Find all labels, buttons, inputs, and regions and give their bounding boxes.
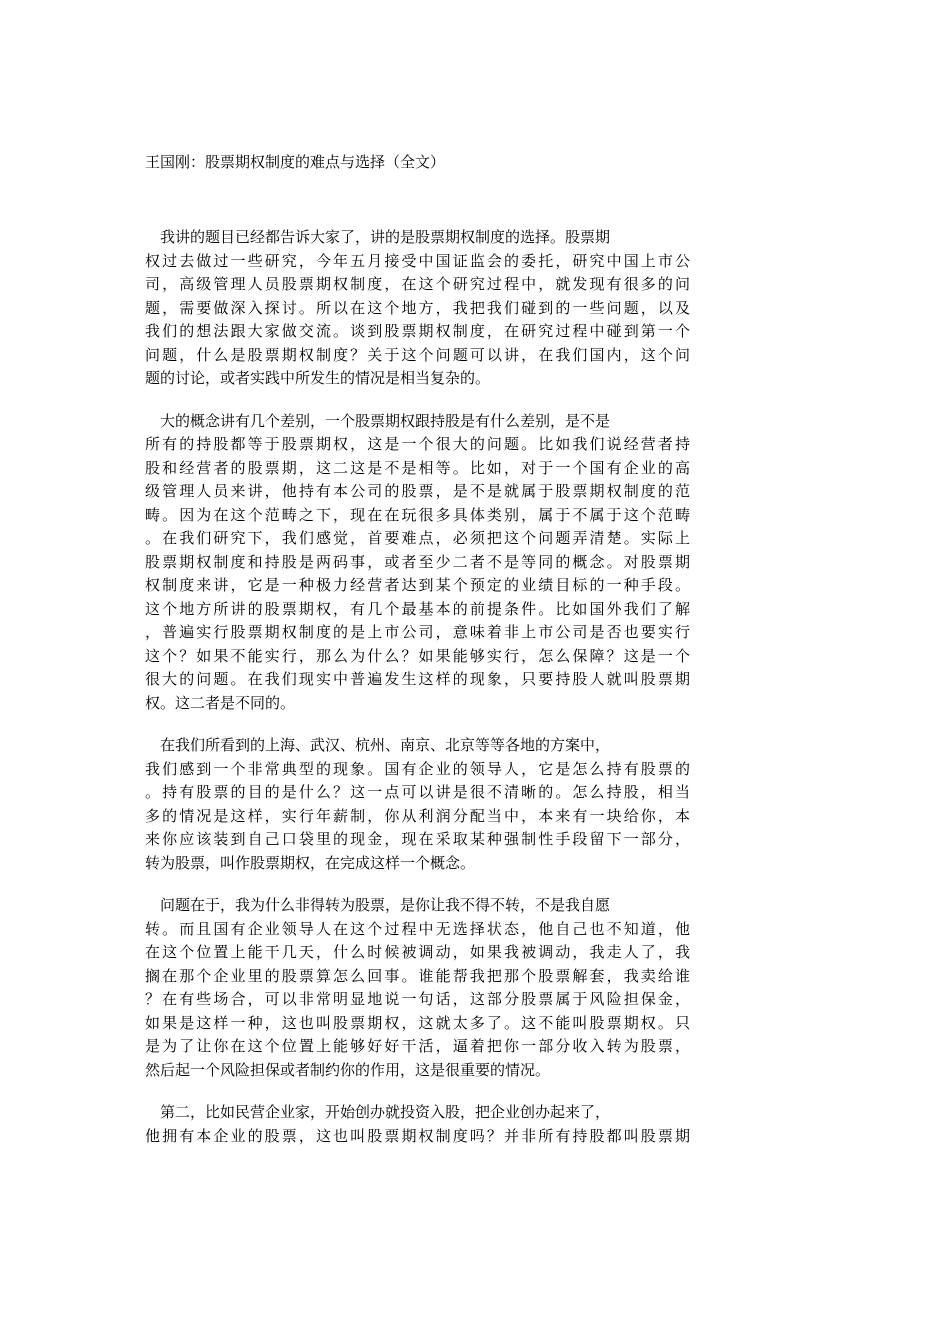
text-line: ？在有些场合，可以非常明显地说一句话，这部分股票属于风险担保金， xyxy=(145,990,690,1008)
text-line: ，普遍实行股票期权制度的是上市公司，意味着非上市公司是否也要实行 xyxy=(145,623,690,641)
text-line: 在我们所看到的上海、武汉、杭州、南京、北京等等各地的方案中， xyxy=(160,736,611,754)
text-line: 股和经营者的股票期，这二这是不是相等。比如，对于一个国有企业的高 xyxy=(145,458,690,477)
text-line: 畴。因为在这个范畴之下，现在在玩很多具体类别，属于不属于这个范畴 xyxy=(145,505,690,524)
text-line: 搁在那个企业里的股票算怎么回事。谁能帮我把那个股票解套，我卖给谁 xyxy=(145,966,690,985)
text-line: 我们的想法跟大家做交流。谈到股票期权制度，在研究过程中碰到第一个 xyxy=(145,322,690,340)
text-line: 大的概念讲有几个差别，一个股票期权跟持股是有什么差别，是不是 xyxy=(160,411,611,430)
text-line: 转。而且国有企业领导人在这个过程中无选择状态，他自己也不知道，他 xyxy=(145,919,690,938)
text-line: 我们感到一个非常典型的现象。国有企业的领导人，它是怎么持有股票的 xyxy=(145,759,690,778)
text-line: 转为股票，叫作股票期权，在完成这样一个概念。 xyxy=(145,853,476,872)
text-line: 这个地方所讲的股票期权，有几个最基本的前提条件。比如国外我们了解 xyxy=(145,599,690,618)
text-line: 然后起一个风险担保或者制约你的作用，这是很重要的情况。 xyxy=(145,1060,551,1079)
text-line: 第二，比如民营企业家，开始创办就投资入股，把企业创办起来了， xyxy=(160,1103,611,1121)
text-line: 。持有股票的目的是什么？这一点可以讲是很不清晰的。怎么持股，相当 xyxy=(145,783,690,801)
text-line: 权制度来讲，它是一种极力经营者达到某个预定的业绩目标的一种手段。 xyxy=(145,576,690,594)
paragraph-2 xyxy=(145,410,690,716)
text-line: 权。这二者是不同的。 xyxy=(145,693,296,712)
text-line: 级管理人员来讲，他持有本公司的股票，是不是就属于股票期权制度的范 xyxy=(145,482,690,500)
text-line: 这个？如果不能实行，那么为什么？如果能够实行，怎么保障？这是一个 xyxy=(145,646,690,665)
document-page xyxy=(145,150,690,1167)
text-line: 题，需要做深入探讨。所以在这个地方，我把我们碰到的一些问题，以及 xyxy=(145,298,690,317)
text-line: 很大的问题。在我们现实中普遍发生这样的现象，只要持股人就叫股票期 xyxy=(145,670,690,688)
text-line: 是为了让你在这个位置上能够好好干活，逼着把你一部分收入转为股票， xyxy=(145,1037,690,1055)
paragraph-5 xyxy=(145,1101,690,1148)
text-line: 所有的持股都等于股票期权，这是一个很大的问题。比如我们说经营者持 xyxy=(145,435,690,453)
text-line: 在这个位置上能干几天，什么时候被调动，如果我被调动，我走人了，我 xyxy=(145,943,690,961)
paragraph-1 xyxy=(145,226,690,391)
text-line: 多的情况是这样，实行年薪制，你从利润分配当中，本来有一块给你，本 xyxy=(145,806,690,825)
text-line: 股票期权制度和持股是两码事，或者至少二者不是等同的概念。对股票期 xyxy=(145,552,690,571)
text-line: 来你应该装到自己口袋里的现金，现在采取某种强制性手段留下一部分， xyxy=(145,830,690,848)
text-line: 问题，什么是股票期权制度？关于这个问题可以讲，在我们国内，这个问 xyxy=(145,345,690,364)
text-line: 权过去做过一些研究，今年五月接受中国证监会的委托，研究中国上市公 xyxy=(145,251,690,270)
paragraph-3 xyxy=(145,734,690,875)
text-line: 问题在于，我为什么非得转为股票，是你让我不得不转，不是我自愿 xyxy=(160,896,611,914)
text-line: 。在我们研究下，我们感觉，首要难点，必须把这个问题弄清楚。实际上 xyxy=(145,529,690,547)
text-line: 司，高级管理人员股票期权制度，在这个研究过程中，就发现有很多的问 xyxy=(145,275,690,293)
text-line: 题的讨论，或者实践中所发生的情况是相当复杂的。 xyxy=(145,369,491,387)
document-title: 王国刚：股票期权制度的难点与选择（全文） xyxy=(145,153,446,171)
text-line: 我讲的题目已经都告诉大家了，讲的是股票期权制度的选择。股票期 xyxy=(160,228,611,246)
text-line: 他拥有本企业的股票，这也叫股票期权制度吗？并非所有持股都叫股票期 xyxy=(145,1126,690,1145)
text-line: 如果是这样一种，这也叫股票期权，这就太多了。这不能叫股票期权。只 xyxy=(145,1013,690,1032)
paragraph-4 xyxy=(145,894,690,1082)
